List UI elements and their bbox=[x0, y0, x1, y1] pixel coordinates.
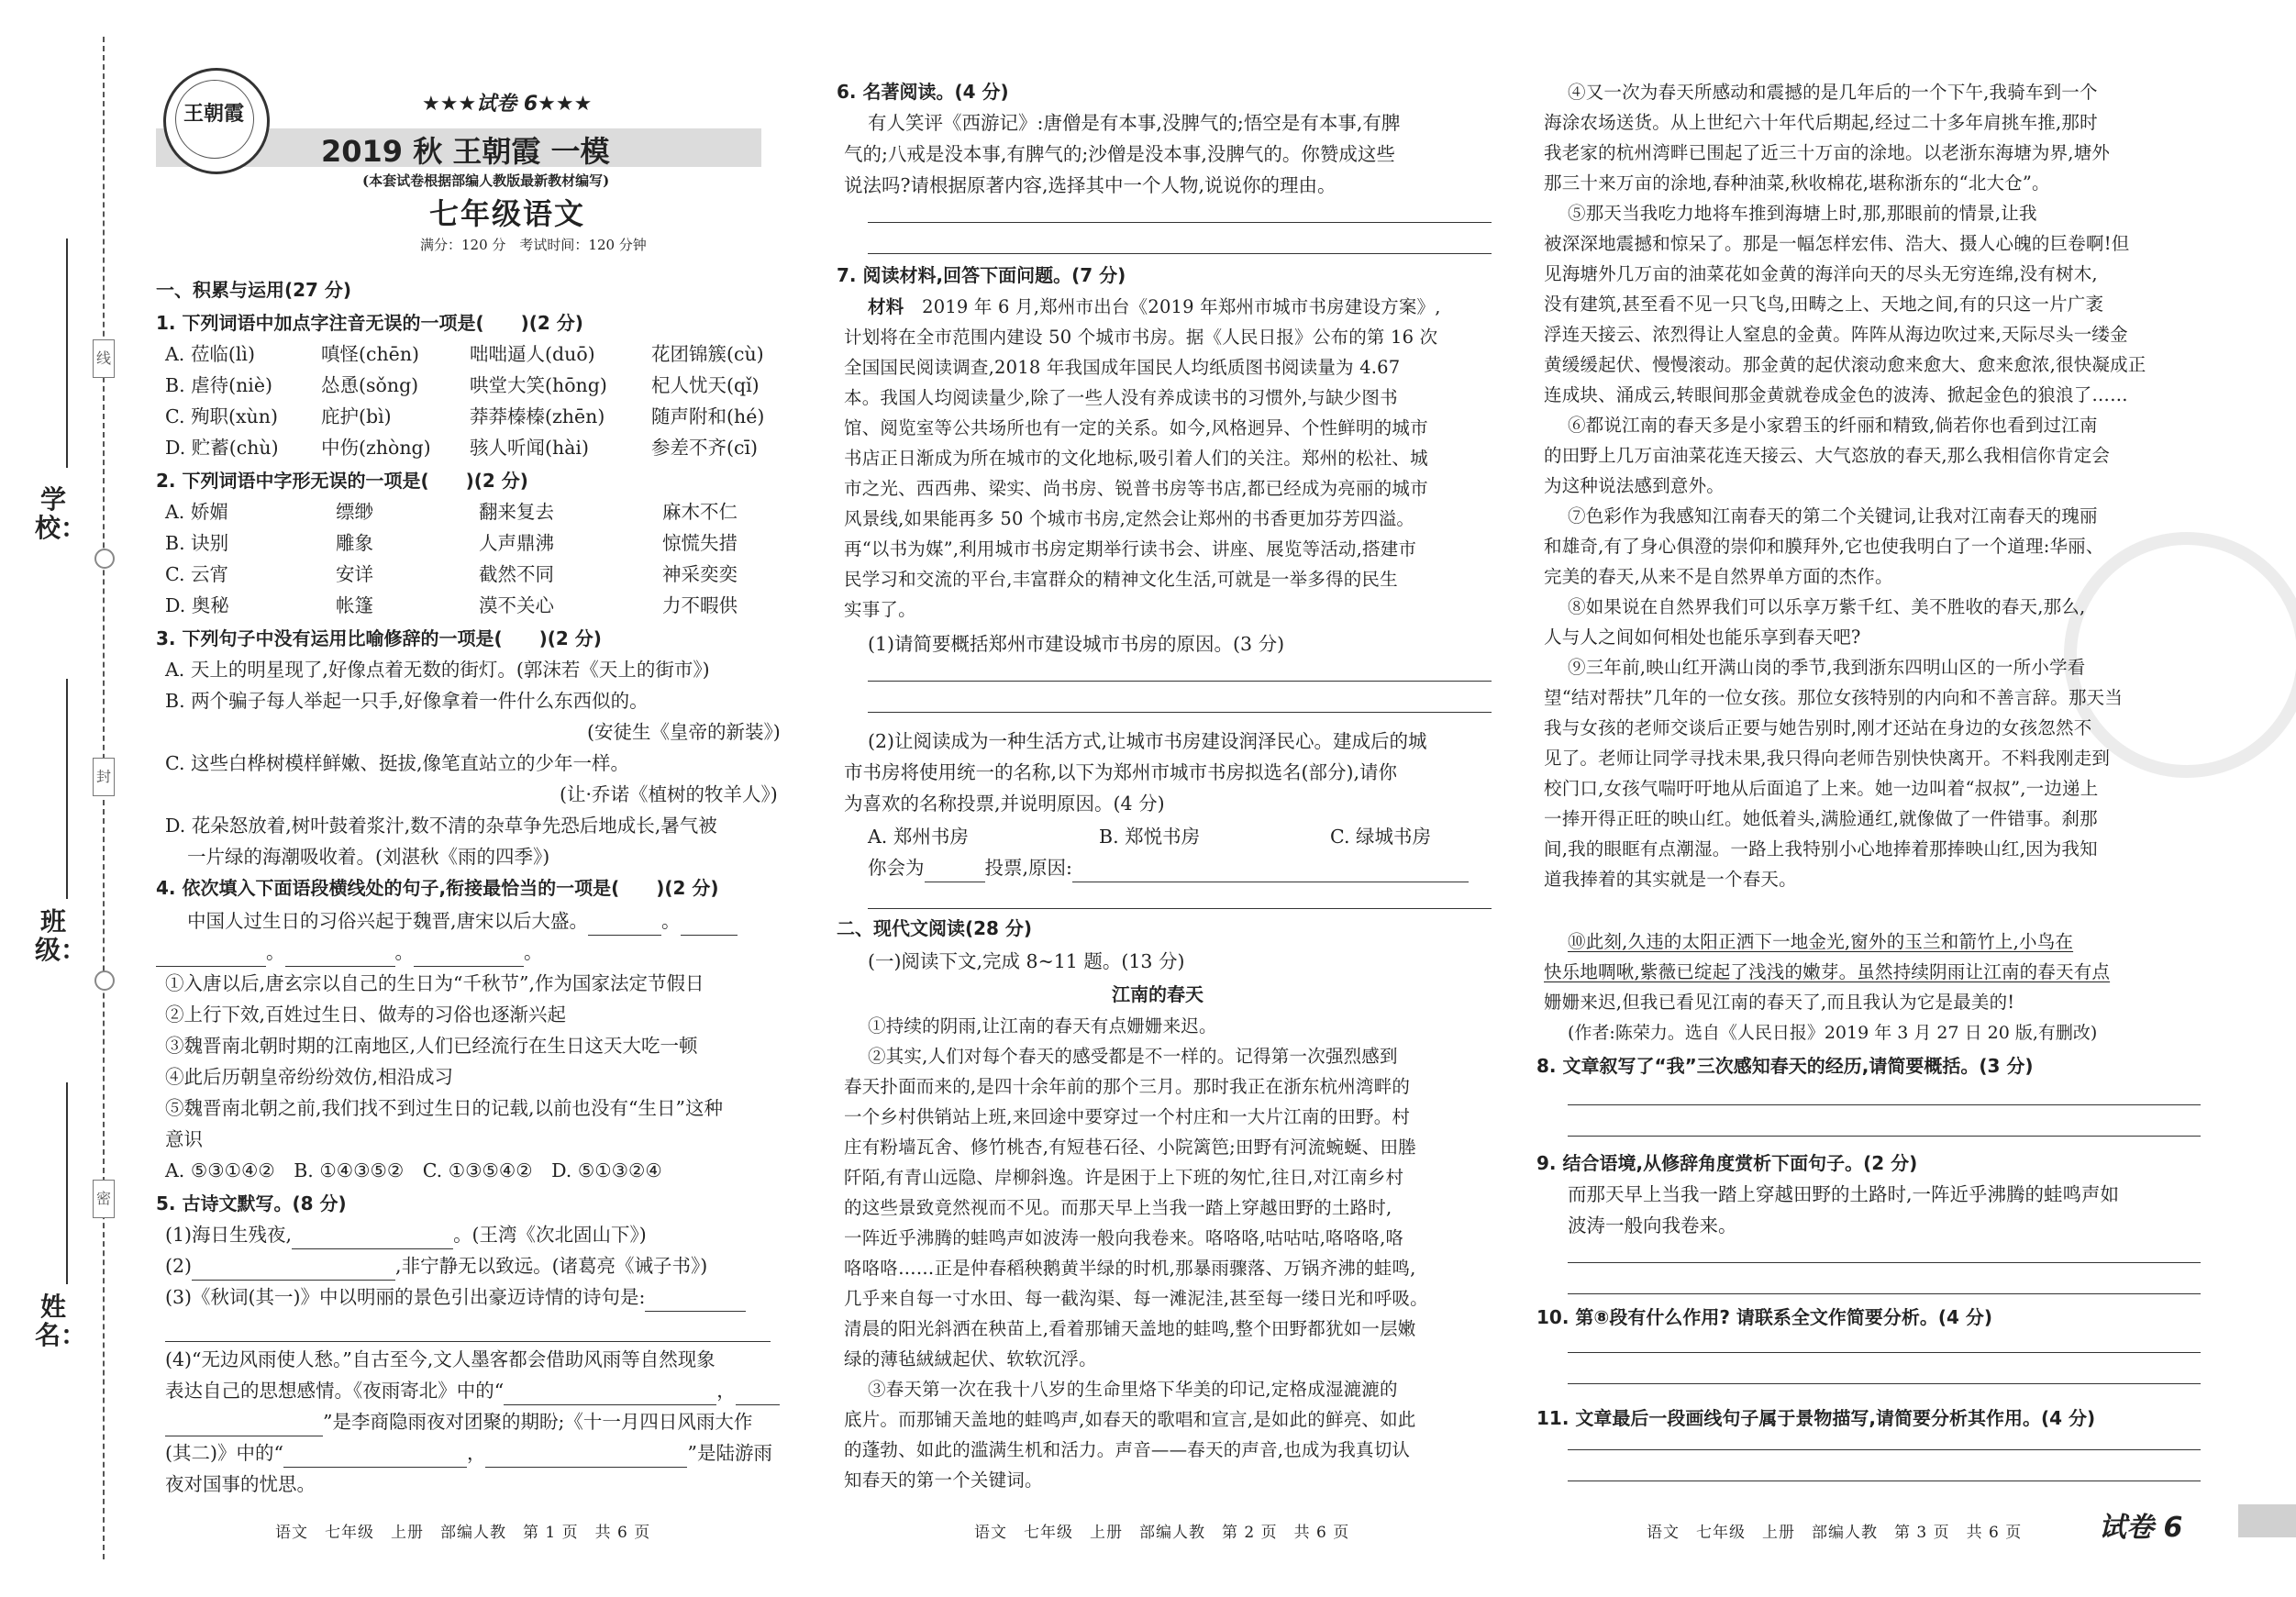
exam-number: ★★★试卷 6★★★ bbox=[422, 93, 593, 116]
q2-option-c[interactable]: C. 云宵 bbox=[165, 563, 228, 585]
question-11: 11. 文章最后一段画线句子属于景物描写,请简要分析其作用。(4 分) bbox=[1536, 1407, 2096, 1429]
article-source: (作者:陈荣力。选自《人民日报》2019 年 3 月 27 日 20 版,有删改) bbox=[1568, 1023, 2098, 1043]
article-line: ⑨三年前,映山红开满山岗的季节,我到浙东四明山区的一所小学看 bbox=[1568, 657, 2086, 678]
article-line: 绿的薄毡絨絨起伏、软软沉浮。 bbox=[844, 1348, 1097, 1370]
q7-material-line: 市之光、西西弗、梁实、尚书房、锐普书房等书店,都已经成为亮丽的城市 bbox=[844, 478, 1428, 499]
q5-item-4-cont4: 夜对国事的忧思。 bbox=[165, 1473, 316, 1495]
q7-material-line: 本。我国人均阅读量少,除了一些人没有养成读书的习惯外,与缺少图书 bbox=[844, 387, 1398, 408]
article-line: 浮连天接云、浓烈得让人窒息的金黄。阵阵从海边吹过来,天际尽头一缕金 bbox=[1544, 324, 2128, 345]
article-line: 阡陌,有青山远隐、岸柳斜逸。许是困于上下班的匆忙,往日,对江南乡村 bbox=[844, 1167, 1404, 1188]
q7-material-line: 计划将在全市范围内建设 50 个城市书房。据《人民日报》公布的第 16 次 bbox=[844, 327, 1438, 348]
school-label: 学校： bbox=[35, 484, 87, 543]
q6-answer-line[interactable] bbox=[868, 253, 1492, 254]
q4-sentence-1: ①入唐以后,唐玄宗以自己的生日为“千秋节”,作为国家法定节假日 bbox=[165, 972, 704, 994]
q5-item-1[interactable]: (1)海日生残夜, 。(王湾《次北固山下》) bbox=[165, 1220, 647, 1249]
q10-answer-line[interactable] bbox=[1568, 1352, 2201, 1353]
article-line: 见海塘外几万亩的油菜花如金黄的海洋向天的尽头无穷连绵,没有树木, bbox=[1544, 263, 2098, 284]
page-footer-3: 语文 七年级 上册 部编人教 第 3 页 共 6 页 bbox=[1647, 1524, 2023, 1542]
q7-2-answer-line[interactable] bbox=[868, 908, 1492, 909]
q3-option-c[interactable]: C. 这些白桦树模样鲜嫩、挺拔,像笔直站立的少年一样。 bbox=[165, 752, 630, 774]
article-line: 没有建筑,甚至看不见一只飞鸟,田畴之上、天地之间,有的只这一片广袤 bbox=[1544, 294, 2104, 315]
edition-note: (本套试卷根据部编人教版最新教材编写) bbox=[362, 172, 610, 189]
q9-quote: 而那天早上当我一踏上穿越田野的土路时,一阵近乎沸腾的蛙鸣声如 bbox=[1568, 1183, 2120, 1205]
q9-answer-line[interactable] bbox=[1568, 1293, 2201, 1294]
article-line: 间,我的眼眶有点潮湿。一路上我特别小心地捧着那捧映山红,因为我知 bbox=[1544, 838, 2098, 859]
question-7: 7. 阅读材料,回答下面问题。(7 分) bbox=[837, 264, 1126, 286]
page-footer-1: 语文 七年级 上册 部编人教 第 1 页 共 6 页 bbox=[275, 1524, 651, 1542]
q1-option-c: 庇护(bì) bbox=[321, 405, 392, 427]
article-line: 春天扑面而来的,是四十余年前的那个三月。那时我正在浙东杭州湾畔的 bbox=[844, 1076, 1411, 1097]
part-1-instruction: (一)阅读下文,完成 8~11 题。(13 分) bbox=[868, 950, 1185, 972]
section-heading: 二、现代文阅读(28 分) bbox=[837, 917, 1033, 939]
q1-option-d: 参差不齐(cī) bbox=[651, 437, 759, 459]
q8-answer-line[interactable] bbox=[1568, 1136, 2201, 1137]
q1-option-b: 杞人忧天(qǐ) bbox=[651, 374, 760, 396]
q7-part-2-line: 为喜欢的名称投票,并说明原因。(4 分) bbox=[844, 793, 1165, 815]
q4-sentence-5-cont: 意识 bbox=[165, 1128, 203, 1150]
q3-source-c: (让·乔诺《植树的牧羊人》) bbox=[560, 783, 778, 805]
article-line: 校门口,女孩气喘吁吁地从后面追了上来。她一边叫着“叔叔”,一边递上 bbox=[1544, 778, 2099, 799]
question-4: 4. 依次填入下面语段横线处的句子,衔接最恰当的一项是( )(2 分) bbox=[156, 877, 719, 899]
q3-option-d-cont: 一片绿的海潮吸收着。(刘湛秋《雨的四季》) bbox=[187, 846, 550, 868]
q7-part-2-line: 市书房将使用统一的名称,以下为郑州市城市书房拟选名(部分),请你 bbox=[844, 761, 1398, 783]
article-line: 姗姗来迟,但我已看见江南的春天了,而且我认为它是最美的! bbox=[1544, 992, 2015, 1013]
binding-dashed-line bbox=[103, 37, 105, 1559]
article-line: 被深深地震撼和惊呆了。那是一幅怎样宏伟、浩大、摄人心魄的巨卷啊!但 bbox=[1544, 233, 2130, 254]
q3-option-d[interactable]: D. 花朵怒放着,树叶鼓着浆汁,数不清的杂草争先恐后地成长,暑气被 bbox=[165, 815, 717, 837]
watermark-seal-icon bbox=[2064, 532, 2296, 778]
q7-1-answer-line[interactable] bbox=[868, 681, 1492, 682]
q4-sentence-3: ③魏晋南北朝时期的江南地区,人们已经流行在生日这天大吃一顿 bbox=[165, 1035, 698, 1057]
q1-option-a: 嗔怪(chēn) bbox=[321, 343, 420, 365]
q4-sentence-2: ②上行下效,百姓过生日、做寿的习俗也逐渐兴起 bbox=[165, 1004, 567, 1026]
article-line: 庄有粉墙瓦舍、修竹桃杏,有短巷石径、小院篱笆;田野有河流蜿蜒、田塍 bbox=[844, 1137, 1416, 1158]
article-line: 的田野上几万亩油菜花连天接云、大气恣放的春天,那么我相信你肯定会 bbox=[1544, 445, 2111, 466]
article-title: 江南的春天 bbox=[1112, 983, 1203, 1005]
question-8: 8. 文章叙写了“我”三次感知春天的经历,请简要概括。(3 分) bbox=[1536, 1055, 2034, 1077]
article-line: 海涂农场送货。从上世纪六十年代后期起,经过二十多年肩挑车推,那时 bbox=[1544, 112, 2098, 133]
q1-option-b[interactable]: B. 虐待(niè) bbox=[165, 374, 272, 396]
article-line: ⑦色彩作为我感知江南春天的第二个关键词,让我对江南春天的瑰丽 bbox=[1568, 505, 2098, 527]
q9-answer-line[interactable] bbox=[1568, 1262, 2201, 1263]
q1-option-b: 怂恿(sǒng) bbox=[321, 374, 419, 396]
q1-option-c: 莽莽榛榛(zhēn) bbox=[470, 405, 605, 427]
q2-option-a[interactable]: A. 娇媚 bbox=[165, 501, 228, 523]
article-line: 我老家的杭州湾畔已围起了近三十万亩的涂地。以老浙东海塘为界,塘外 bbox=[1544, 142, 2111, 163]
q1-option-d[interactable]: D. 贮蓄(chù) bbox=[165, 437, 279, 459]
q2-option-c: 安详 bbox=[336, 563, 373, 585]
q7-material-line: 书店正日渐成为所在城市的文化地标,吸引着人们的关注。郑州的松社、城 bbox=[844, 448, 1428, 469]
q5-item-3[interactable]: (3)《秋词(其一)》中以明丽的景色引出豪迈诗情的诗句是: bbox=[165, 1282, 746, 1312]
q6-text-2: 气的;八戒是没本事,有脾气的;沙僧是没本事,没脾气的。你赞成这些 bbox=[844, 143, 1395, 165]
q7-option-c[interactable]: C. 绿城书房 bbox=[1330, 826, 1431, 848]
article-line: 人与人之间如何相处也能乐享到春天吧? bbox=[1544, 627, 1861, 648]
question-9: 9. 结合语境,从修辞角度赏析下面句子。(2 分) bbox=[1536, 1152, 1918, 1174]
brand-logo bbox=[163, 68, 270, 174]
q5-answer-line[interactable] bbox=[165, 1341, 771, 1342]
corner-decoration bbox=[2238, 1504, 2296, 1537]
class-label: 班级： bbox=[35, 906, 87, 965]
article-line: 见了。老师让同学寻找未果,我只得向老师告别快快离开。不料我刚走到 bbox=[1544, 748, 2111, 769]
binding-char-seal: 封 bbox=[93, 758, 115, 796]
binding-char-secret: 密 bbox=[93, 1180, 115, 1218]
exam-number-corner: 试卷 6 bbox=[2099, 1512, 2183, 1544]
q1-option-a[interactable]: A. 莅临(lì) bbox=[165, 343, 255, 365]
q4-sentence-4: ④此后历朝皇帝纷纷效仿,相沿成习 bbox=[165, 1066, 454, 1088]
q7-material-line: 全国国民阅读调查,2018 年我国成年国民人均纸质图书阅读量为 4.67 bbox=[844, 357, 1401, 378]
q7-material-line: 再“以书为媒”,利用城市书房定期举行读书会、讲座、展览等活动,搭建市 bbox=[844, 538, 1417, 560]
q5-item-4-cont2[interactable]: ”是李商隐雨夜对团聚的期盼;《十一月四日风雨大作 bbox=[165, 1407, 752, 1436]
q6-text-3: 说法吗?请根据原著内容,选择其中一个人物,说说你的理由。 bbox=[844, 174, 1337, 196]
underlined-sentence: ⑩此刻,久违的太阳正洒下一地金光,窗外的玉兰和箭竹上,小鸟在 bbox=[1568, 931, 2074, 952]
article-line: 几乎来自每一寸水田、每一截沟渠、每一滩泥洼,甚至每一缕日光和呼吸。 bbox=[844, 1288, 1428, 1309]
q2-option-c: 神采奕奕 bbox=[662, 563, 738, 585]
q7-part-1: (1)请简要概括郑州市建设城市书房的原因。(3 分) bbox=[868, 633, 1285, 655]
q3-option-a[interactable]: A. 天上的明星现了,好像点着无数的街灯。(郭沫若《天上的街市》) bbox=[165, 659, 710, 681]
score-time: 满分：120 分 考试时间：120 分钟 bbox=[420, 237, 647, 253]
exam-title: 2019 秋 王朝霞 一模 bbox=[321, 134, 610, 169]
q2-option-a: 缥缈 bbox=[336, 501, 373, 523]
article-line: 一阵近乎沸腾的蛙鸣声如波涛一般向我卷来。咯咯咯,咕咕咕,咯咯咯,咯 bbox=[844, 1227, 1404, 1248]
q4-blank-line: 。 。 。 bbox=[156, 937, 543, 967]
q7-vote-line[interactable]: 你会为 投票,原因: bbox=[868, 853, 1469, 882]
q9-quote: 波涛一般向我卷来。 bbox=[1568, 1214, 1737, 1237]
class-field[interactable] bbox=[66, 679, 68, 899]
question-1: 1. 下列词语中加点字注音无误的一项是( )(2 分) bbox=[156, 312, 583, 334]
q8-answer-line[interactable] bbox=[1568, 1104, 2201, 1105]
article-line: ⑥都说江南的春天多是小家碧玉的纤丽和精致,倘若你也看到过江南 bbox=[1568, 415, 2098, 436]
binding-strip bbox=[0, 0, 138, 1597]
article-line: 的蓬勃、如此的滥满生机和活力。声音——春天的声音,也成为我真切认 bbox=[844, 1439, 1411, 1460]
q11-answer-line[interactable] bbox=[1568, 1449, 2201, 1450]
article-line: 知春天的第一个关键词。 bbox=[844, 1469, 1043, 1491]
q7-part-2: (2)让阅读成为一种生活方式,让城市书房建设润泽民心。建成后的城 bbox=[868, 730, 1427, 752]
q1-option-d: 中伤(zhòng) bbox=[321, 437, 431, 459]
q1-option-c: 随声附和(hé) bbox=[651, 405, 765, 427]
article-line: ②其实,人们对每个春天的感受都是不一样的。记得第一次强烈感到 bbox=[868, 1046, 1398, 1067]
q7-material-line: 风景线,如果能再多 50 个城市书房,定然会让郑州的书香更加芬芳四溢。 bbox=[844, 508, 1415, 529]
q7-material-line: 馆、阅览室等公共场所也有一定的关系。如今,风格迥异、个性鲜明的城市 bbox=[844, 417, 1428, 438]
article-line: 那三十来万亩的涂地,春种油菜,秋收棉花,堪称浙东的“北大仓”。 bbox=[1544, 172, 2050, 194]
section-heading: 一、积累与运用(27 分) bbox=[156, 279, 352, 301]
underlined-sentence: 快乐地啁啾,紫薇已绽起了浅浅的嫩芽。虽然持续阴雨让江南的春天有点 bbox=[1544, 961, 2111, 982]
article-line: 的这些景致竟然视而不见。而那天早上当我一踏上穿越田野的土路时, bbox=[844, 1197, 1392, 1218]
article-line: 为这种说法感到意外。 bbox=[1544, 475, 1725, 496]
q2-option-d: 力不暇供 bbox=[662, 594, 738, 616]
q5-item-4: (4)“无边风雨使人愁。”自古至今,文人墨客都会借助风雨等自然现象 bbox=[165, 1348, 715, 1370]
q2-option-b: 雕象 bbox=[336, 532, 373, 554]
logo-text: 王朝霞 bbox=[183, 102, 244, 126]
article-line: ③春天第一次在我十八岁的生命里烙下华美的印记,定格成湿漉漉的 bbox=[868, 1379, 1398, 1400]
q1-option-d: 骇人听闻(hài) bbox=[470, 437, 589, 459]
q2-option-d: 漠不关心 bbox=[479, 594, 554, 616]
binding-hole-icon bbox=[94, 549, 115, 569]
article-line: 一个乡村供销站上班,来回途中要穿过一个村庄和一大片江南的田野。村 bbox=[844, 1106, 1411, 1127]
article-line: ④又一次为春天所感动和震撼的是几年后的一个下午,我骑车到一个 bbox=[1568, 82, 2098, 103]
question-3: 3. 下列句子中没有运用比喻修辞的一项是( )(2 分) bbox=[156, 627, 602, 649]
article-line: 完美的春天,从来不是自然界单方面的杰作。 bbox=[1544, 566, 1893, 587]
binding-char-line: 线 bbox=[93, 339, 115, 378]
q1-option-a: 花团锦簇(cù) bbox=[651, 343, 764, 365]
question-10: 10. 第⑧段有什么作用? 请联系全文作简要分析。(4 分) bbox=[1536, 1306, 1993, 1328]
q4-sentence-5: ⑤魏晋南北朝之前,我们找不到过生日的记载,以前也没有“生日”这种 bbox=[165, 1097, 723, 1119]
article-line: 一捧开得正旺的映山红。她低着头,满脸通红,就像做了一件错事。刹那 bbox=[1544, 808, 2098, 829]
q2-option-b: 人声鼎沸 bbox=[479, 532, 554, 554]
school-field[interactable] bbox=[66, 238, 68, 468]
q7-material-line: 实事了。 bbox=[844, 599, 916, 620]
q7-option-a[interactable]: A. 郑州书房 bbox=[868, 826, 969, 848]
q2-option-a: 麻木不仁 bbox=[662, 501, 738, 523]
q1-option-b: 哄堂大笑(hōng) bbox=[470, 374, 607, 396]
question-5: 5. 古诗文默写。(8 分) bbox=[156, 1192, 347, 1214]
q2-option-a: 翻来复去 bbox=[479, 501, 554, 523]
subject-title: 七年级语文 bbox=[429, 196, 586, 231]
article-line: 咯咯咯……正是仲春稻秧鹅黄半绿的时机,那暴雨骤落、万锅齐沸的蛙鸣, bbox=[844, 1258, 1416, 1279]
article-line: ⑧如果说在自然界我们可以乐享万紫千红、美不胜收的春天,那么, bbox=[1568, 596, 2086, 617]
q7-option-b[interactable]: B. 郑悦书房 bbox=[1099, 826, 1201, 848]
q10-answer-line[interactable] bbox=[1568, 1383, 2201, 1384]
name-field[interactable] bbox=[66, 1082, 68, 1284]
q5-item-4-cont[interactable]: 表达自己的思想感情。《夜雨寄北》中的“ ， bbox=[165, 1376, 780, 1405]
q3-option-b[interactable]: B. 两个骗子每人举起一只手,好像拿着一件什么东西似的。 bbox=[165, 690, 649, 712]
article-line: 底片。而那铺天盖地的蛙鸣声,如春天的歌唱和宣言,是如此的鲜亮、如此 bbox=[844, 1409, 1416, 1430]
q4-answer-options[interactable]: A. ⑤③①④② B. ①④③⑤② C. ①③⑤④② D. ⑤①③②④ bbox=[165, 1159, 662, 1181]
article-line: 黄缓缓起伏、慢慢滚动。那金黄的起伏滚动愈来愈大、愈来愈浓,很快凝成正 bbox=[1544, 354, 2146, 375]
question-6: 6. 名著阅读。(4 分) bbox=[837, 81, 1009, 103]
q7-1-answer-line[interactable] bbox=[868, 712, 1492, 713]
q2-option-b[interactable]: B. 诀别 bbox=[165, 532, 229, 554]
article-line: 道我捧着的其实就是一个春天。 bbox=[1544, 869, 1797, 890]
article-line: 望“结对帮扶”几年的一位女孩。那位女孩特别的内向和不善言辞。那天当 bbox=[1544, 687, 2124, 708]
q2-option-d[interactable]: D. 奥秘 bbox=[165, 594, 229, 616]
binding-hole-icon bbox=[94, 970, 115, 991]
q3-source-b: (安徒生《皇帝的新装》) bbox=[587, 721, 781, 743]
q4-passage: 中国人过生日的习俗兴起于魏晋,唐宋以后大盛。 。 bbox=[187, 906, 738, 936]
q5-item-2[interactable]: (2) ,非宁静无以致远。(诸葛亮《诫子书》) bbox=[165, 1251, 707, 1281]
article-line: 我与女孩的老师交谈后正要与她告别时,刚才还站在身边的女孩忽然不 bbox=[1544, 717, 2092, 738]
q6-answer-line[interactable] bbox=[868, 222, 1492, 223]
q5-item-4-cont3[interactable]: (其二)》中的“ ， ”是陆游雨 bbox=[165, 1438, 772, 1468]
name-label: 姓名： bbox=[35, 1292, 87, 1350]
q1-option-a: 咄咄逼人(duō) bbox=[470, 343, 595, 365]
article-line: 连成块、涌成云,转眼间那金黄就卷成金色的波涛、掀起金色的狼浪了…… bbox=[1544, 384, 2128, 405]
article-line: 和雄奇,有了身心俱澄的崇仰和膜拜外,它也使我明白了一个道理:华丽、 bbox=[1544, 536, 2104, 557]
q2-option-d: 帐篷 bbox=[336, 594, 373, 616]
page-footer-2: 语文 七年级 上册 部编人教 第 2 页 共 6 页 bbox=[974, 1524, 1350, 1542]
article-line: ⑤那天当我吃力地将车推到海塘上时,那,那眼前的情景,让我 bbox=[1568, 203, 2037, 224]
q1-option-c[interactable]: C. 殉职(xùn) bbox=[165, 405, 278, 427]
q2-option-b: 惊慌失措 bbox=[662, 532, 738, 554]
question-2: 2. 下列词语中字形无误的一项是( )(2 分) bbox=[156, 470, 528, 492]
q6-text-1: 有人笑评《西游记》:唐僧是有本事,没脾气的;悟空是有本事,有脾 bbox=[868, 112, 1401, 134]
article-line: 清晨的阳光斜洒在秧苗上,看着那铺天盖地的蛙鸣,整个田野都犹如一层嫩 bbox=[844, 1318, 1416, 1339]
q7-material-line: 民学习和交流的平台,丰富群众的精神文化生活,可就是一举多得的民生 bbox=[844, 569, 1398, 590]
q2-option-c: 截然不同 bbox=[479, 563, 554, 585]
article-line: ①持续的阴雨,让江南的春天有点姗姗来迟。 bbox=[868, 1015, 1217, 1037]
q7-material: 材料 2019 年 6 月,郑州市出台《2019 年郑州市城市书房建设方案》, bbox=[868, 296, 1441, 317]
